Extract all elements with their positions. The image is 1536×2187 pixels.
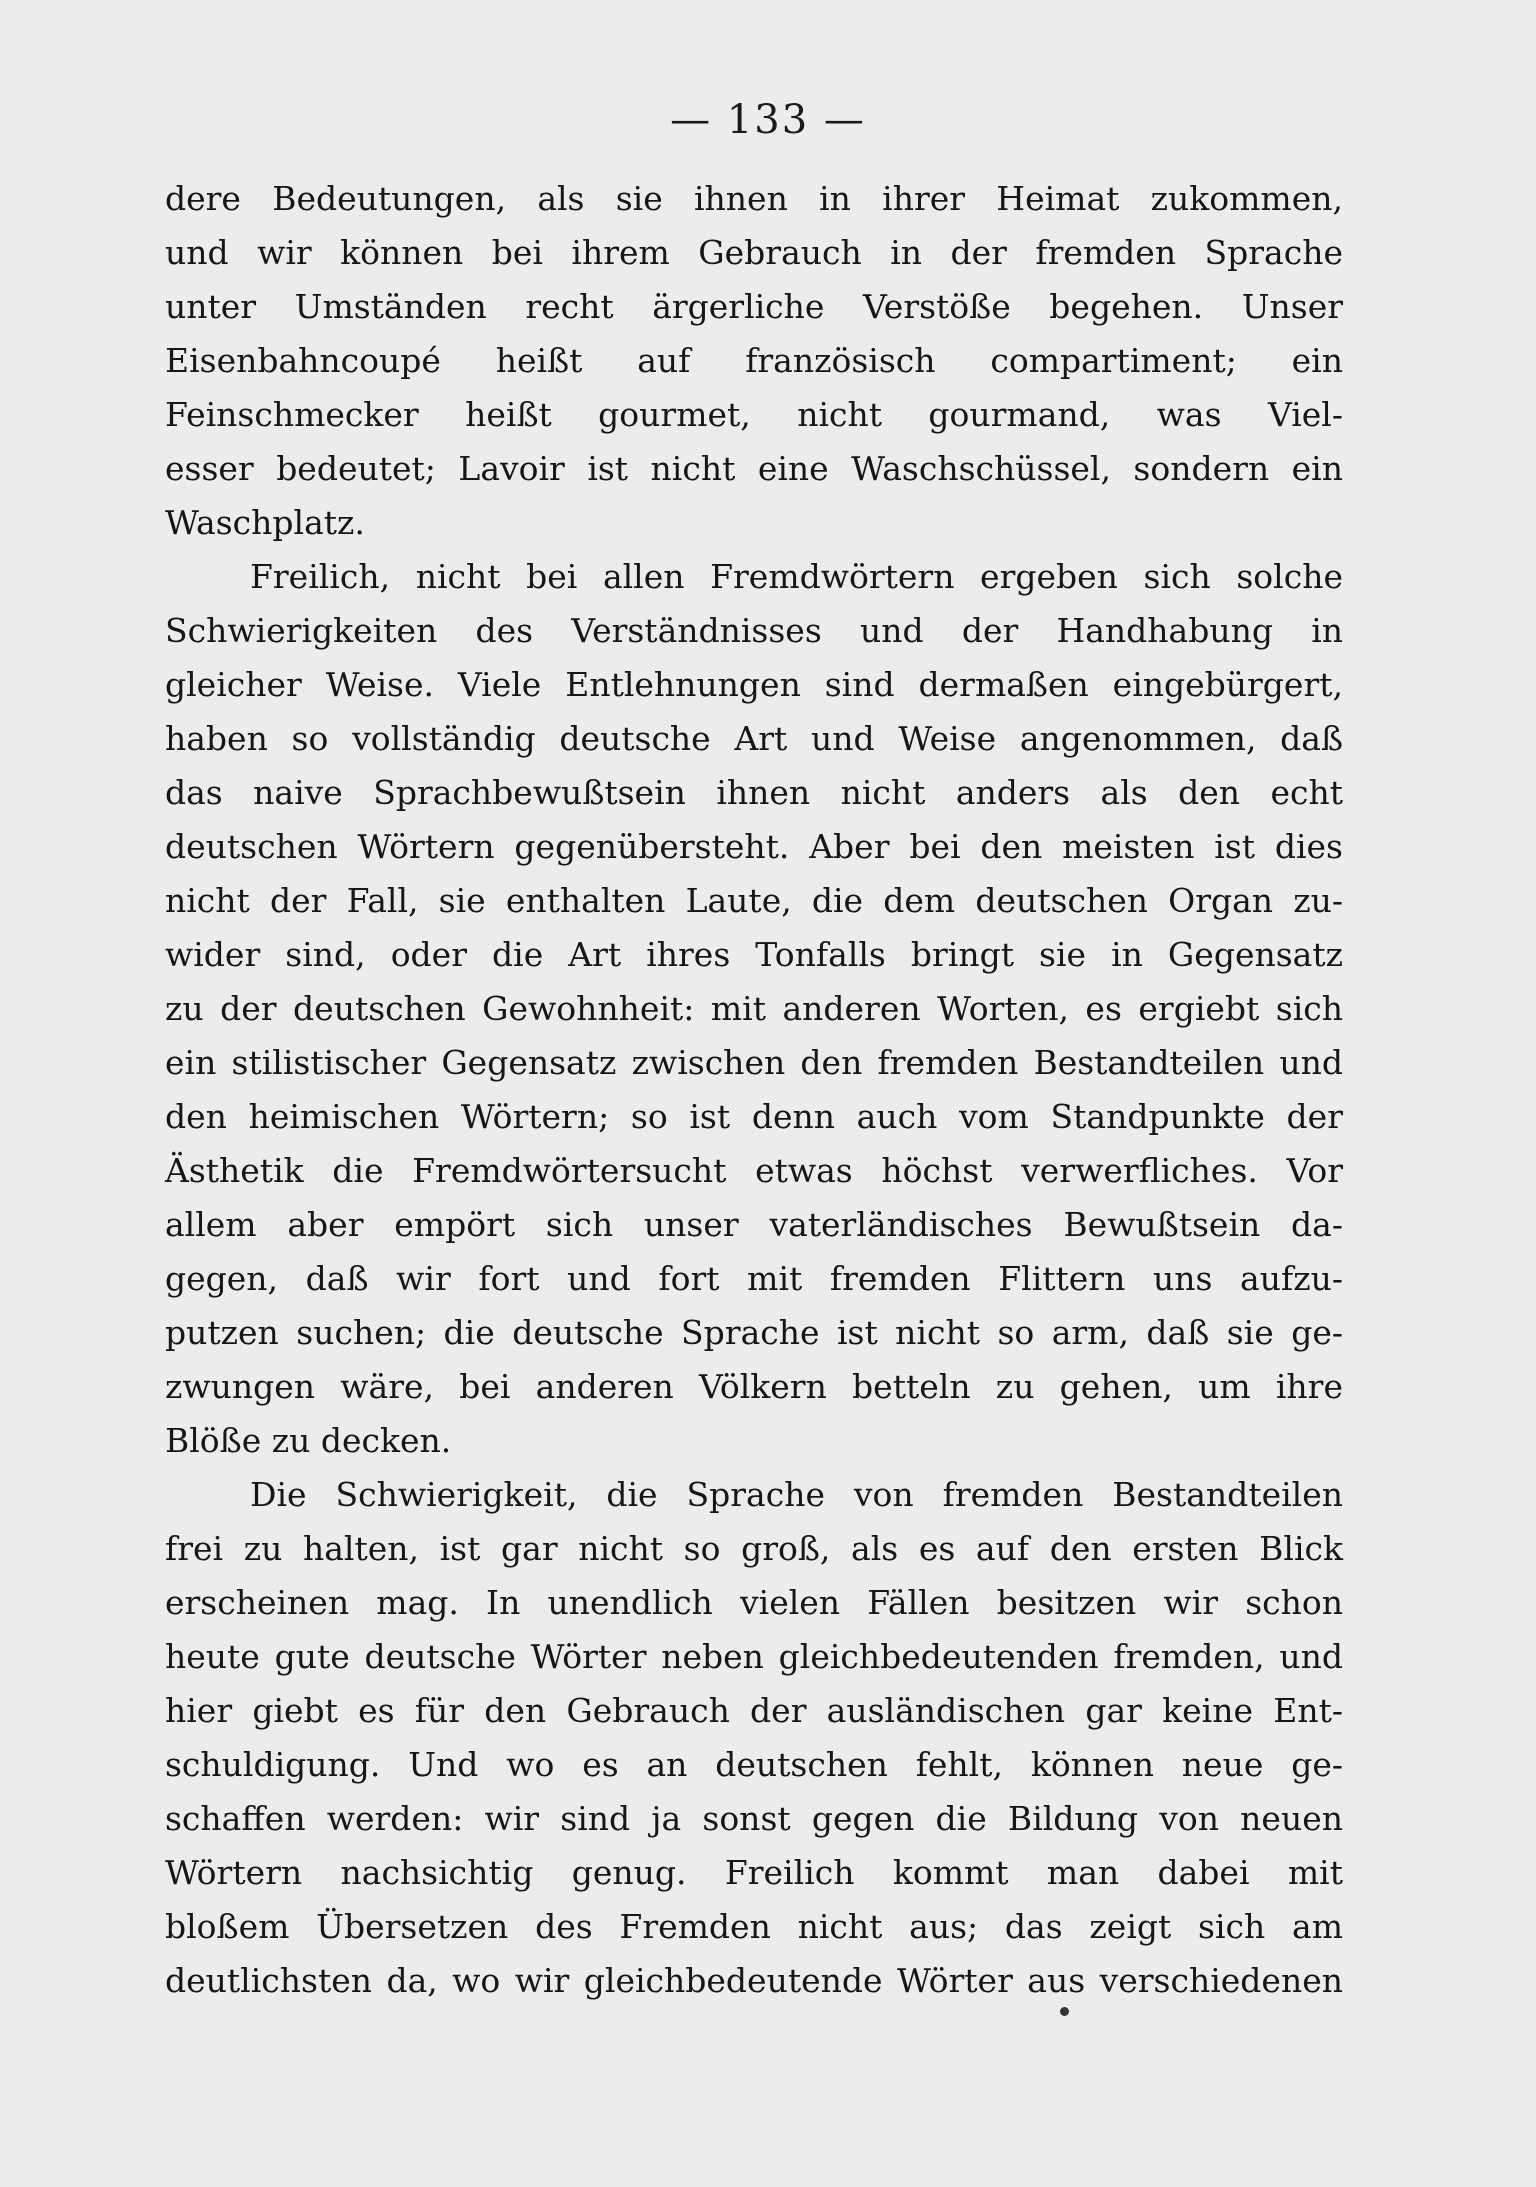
text-line: heute gute deutsche Wörter neben gleichbedeutenden fremden, und: [165, 1637, 1343, 1676]
text-line: haben so vollständig deutsche Art und Weise angenommen, daß: [165, 719, 1343, 758]
text-line: Die Schwierigkeit, die Sprache von fremden Bestandteilen: [250, 1475, 1343, 1514]
text-line: wider sind, oder die Art ihres Tonfalls bringt sie in Gegensatz: [165, 935, 1343, 974]
text-line: und wir können bei ihrem Gebrauch in der fremden Sprache: [165, 233, 1343, 272]
text-line: zwungen wäre, bei anderen Völkern betteln zu gehen, um ihre: [165, 1367, 1343, 1406]
text-line: schaffen werden: wir sind ja sonst gegen die Bildung von neuen: [165, 1799, 1343, 1838]
text-line: Eisenbahncoupé heißt auf französisch compartiment; ein: [165, 341, 1343, 380]
text-line: Wörtern nachsichtig genug. Freilich kommt man dabei mit: [165, 1853, 1343, 1892]
text-line: unter Umständen recht ärgerliche Verstöße begehen. Unser: [165, 287, 1343, 326]
text-line: Blöße zu decken.: [165, 1421, 452, 1460]
text-line: schuldigung. Und wo es an deutschen fehlt, können neue ge-: [165, 1745, 1343, 1784]
text-line: den heimischen Wörtern; so ist denn auch vom Standpunkte der: [165, 1097, 1343, 1136]
text-line: esser bedeutet; Lavoir ist nicht eine Waschschüssel, sondern ein: [165, 449, 1343, 488]
text-line: deutschen Wörtern gegenübersteht. Aber bei den meisten ist dies: [165, 827, 1343, 866]
text-line: frei zu halten, ist gar nicht so groß, als es auf den ersten Blick: [165, 1529, 1343, 1568]
text-line: bloßem Übersetzen des Fremden nicht aus; das zeigt sich am: [165, 1907, 1343, 1946]
text-line: ein stilistischer Gegensatz zwischen den fremden Bestandteilen und: [165, 1043, 1343, 1082]
text-line: gegen, daß wir fort und fort mit fremden Flittern uns aufzu-: [165, 1259, 1343, 1298]
text-line: Ästhetik die Fremdwörtersucht etwas höchst verwerfliches. Vor: [165, 1151, 1343, 1190]
page-number: — 133 —: [670, 97, 866, 143]
text-line: putzen suchen; die deutsche Sprache ist nicht so arm, daß sie ge-: [165, 1313, 1343, 1352]
text-line: erscheinen mag. In unendlich vielen Fällen besitzen wir schon: [165, 1583, 1343, 1622]
text-line: Schwierigkeiten des Verständnisses und der Handhabung in: [165, 611, 1343, 650]
text-line: Freilich, nicht bei allen Fremdwörtern ergeben sich solche: [250, 557, 1343, 596]
ink-speck: [1060, 2007, 1069, 2016]
text-line: Waschplatz.: [165, 503, 365, 542]
text-line: allem aber empört sich unser vaterländisches Bewußtsein da-: [165, 1205, 1343, 1244]
text-line: gleicher Weise. Viele Entlehnungen sind dermaßen eingebürgert,: [165, 665, 1343, 704]
text-line: das naive Sprachbewußtsein ihnen nicht anders als den echt: [165, 773, 1343, 812]
text-line: deutlichsten da, wo wir gleichbedeutende Wörter aus verschiedenen: [165, 1961, 1343, 2000]
text-line: zu der deutschen Gewohnheit: mit anderen Worten, es ergiebt sich: [165, 989, 1343, 1028]
text-line: hier giebt es für den Gebrauch der ausländischen gar keine Ent-: [165, 1691, 1343, 1730]
text-line: nicht der Fall, sie enthalten Laute, die dem deutschen Organ zu-: [165, 881, 1343, 920]
text-line: Feinschmecker heißt gourmet, nicht gourmand, was Viel-: [165, 395, 1343, 434]
text-line: dere Bedeutungen, als sie ihnen in ihrer Heimat zukommen,: [165, 179, 1343, 218]
